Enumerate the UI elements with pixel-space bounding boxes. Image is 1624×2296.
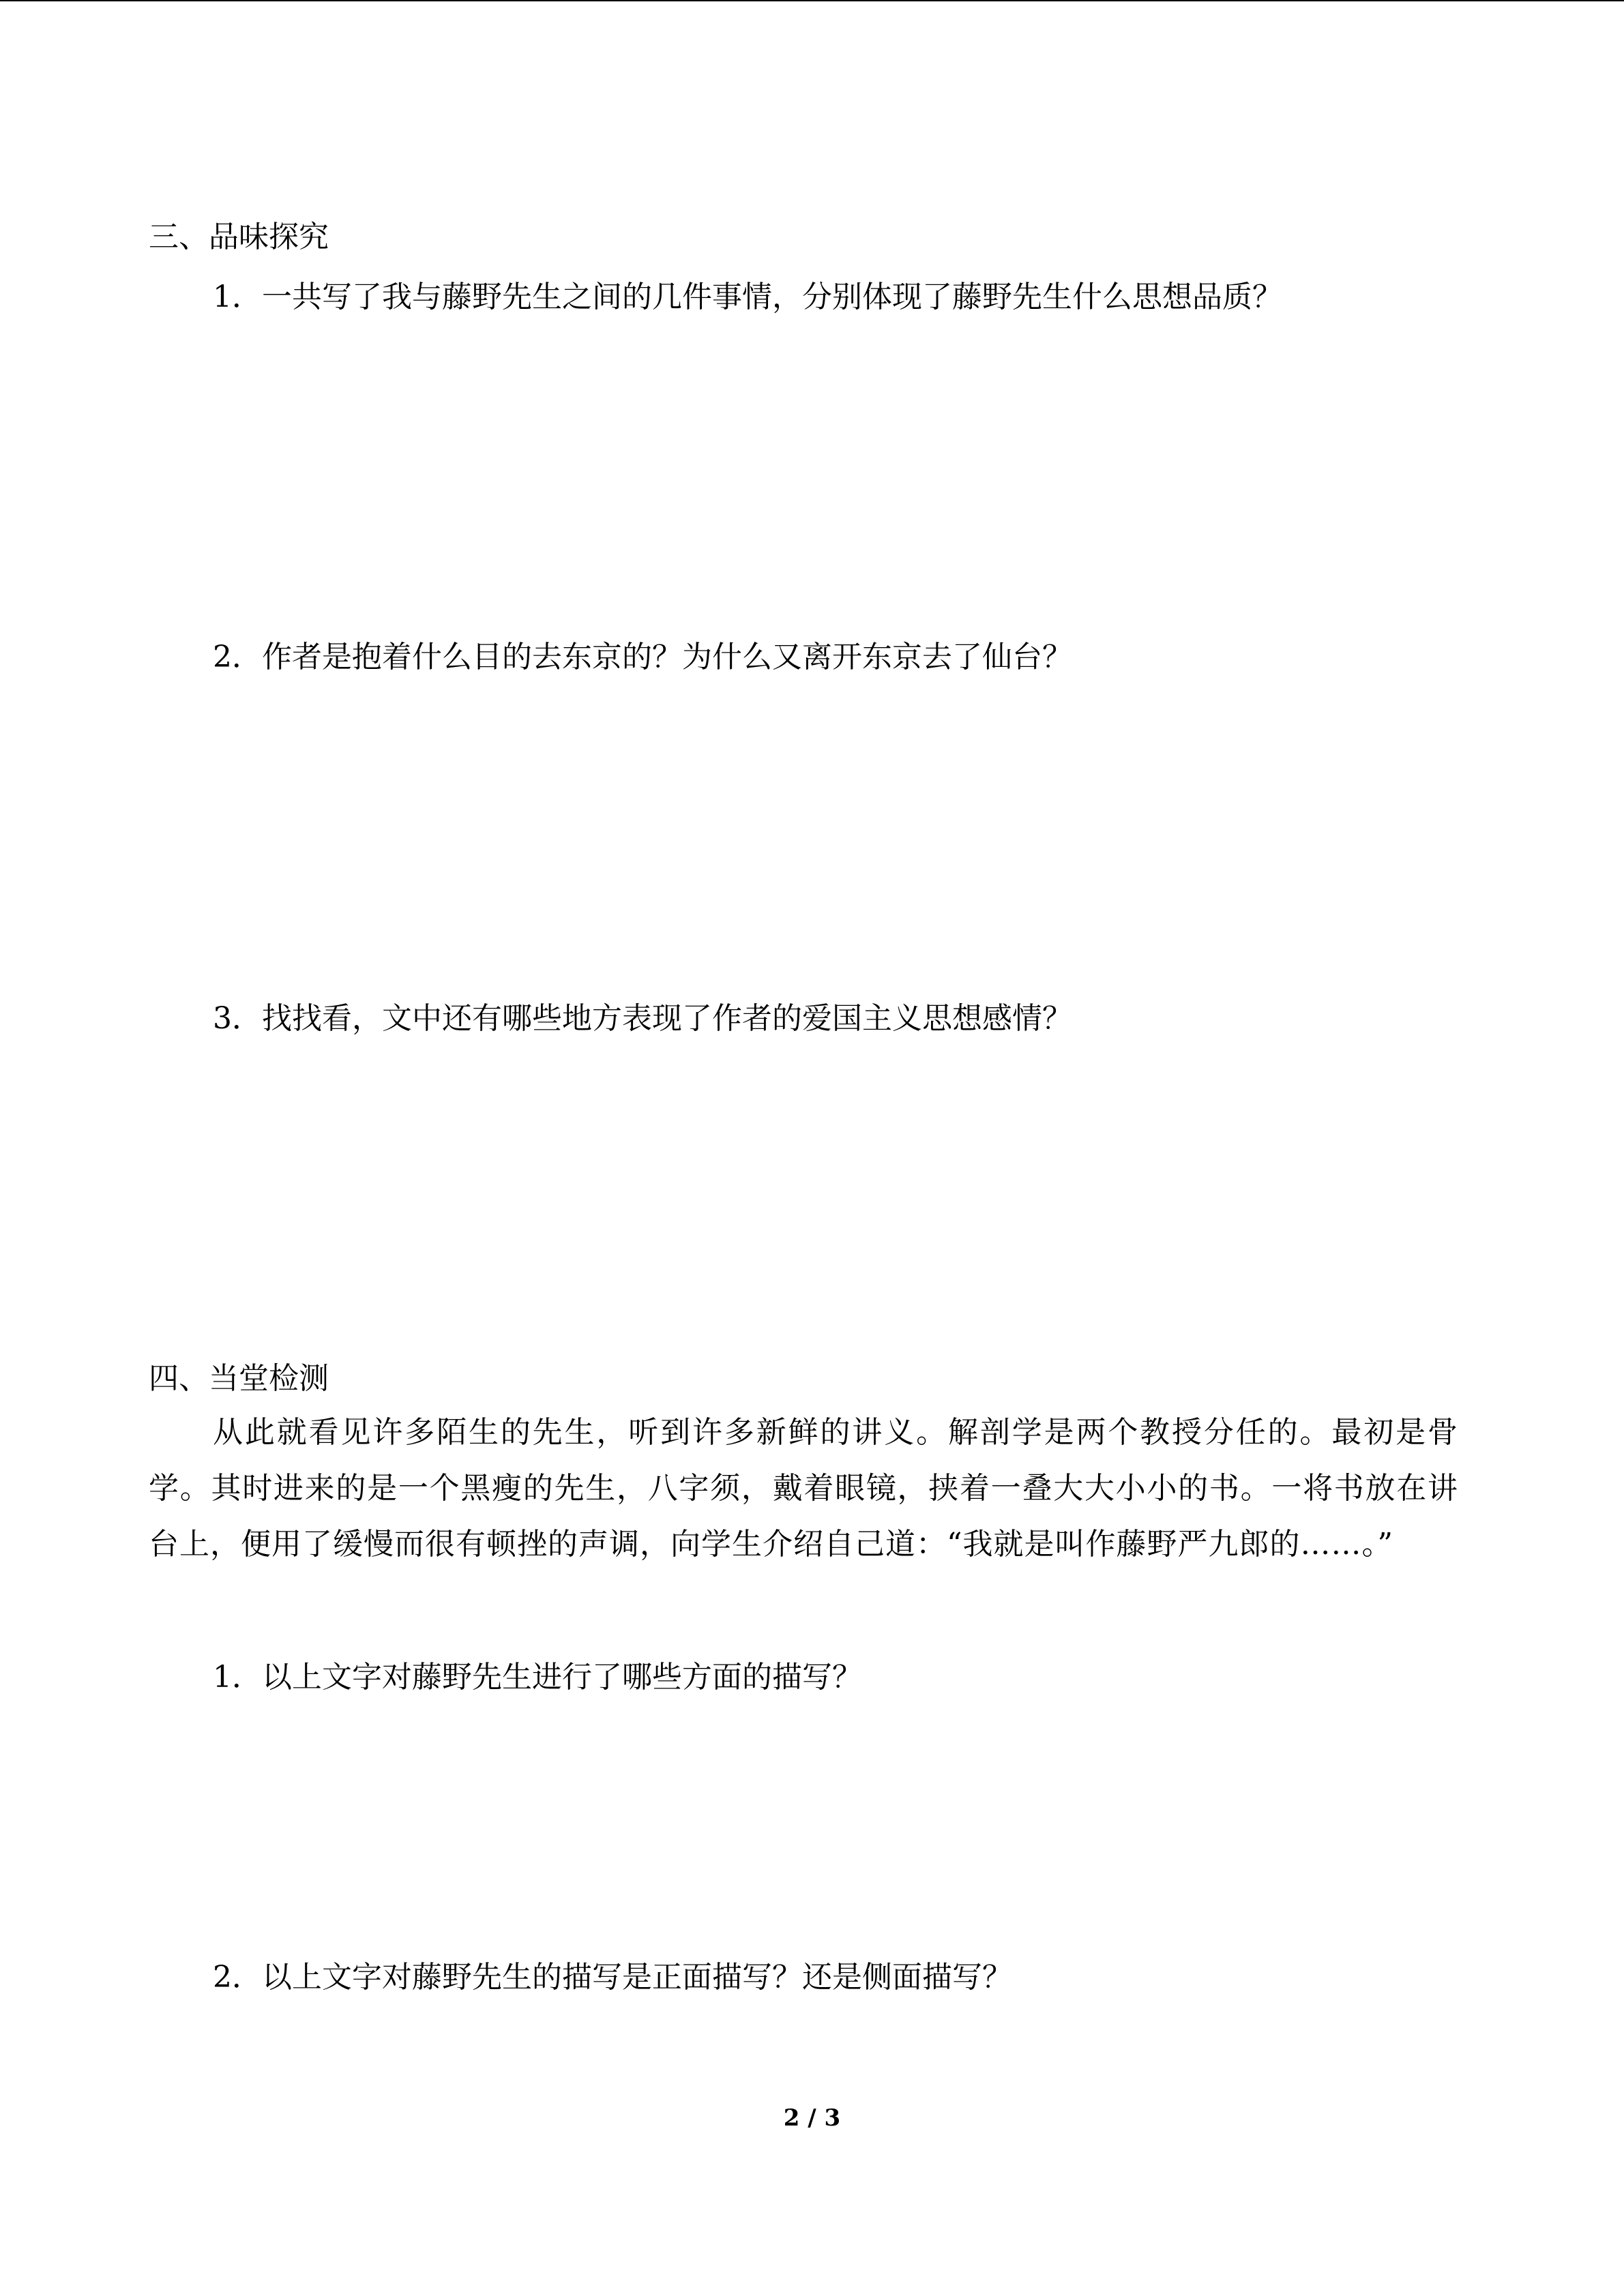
reading-passage: 从此就看见许多陌生的先生，听到许多新鲜的讲义。解剖学是两个教授分任的。最初是骨学。其时进来的是一个黑瘦的先生，八字须，戴着眼镜，挟着一叠大大小小的书。一将书放在讲台上，便用了缓慢而很有顿挫的声调，向学生介绍自己道：“我就是叫作藤野严九郎的……。” [149, 1415, 1458, 1562]
question-4-1: 1．以上文字对藤野先生进行了哪些方面的描写？ [213, 1660, 862, 1695]
question-3-1: 1．一共写了我与藤野先生之间的几件事情，分别体现了藤野先生什么思想品质？ [213, 280, 1282, 314]
question-3-3: 3．找找看，文中还有哪些地方表现了作者的爱国主义思想感情？ [213, 1001, 1072, 1036]
page-number: 2 / 3 [783, 2104, 841, 2132]
question-3-2: 2．作者是抱着什么目的去东京的？为什么又离开东京去了仙台？ [213, 640, 1072, 674]
section-heading-dangtang-jiance: 四、当堂检测 [149, 1361, 329, 1396]
question-4-2: 2．以上文字对藤野先生的描写是正面描写？还是侧面描写？ [213, 1960, 1012, 1995]
section-heading-pinwei-tanjiu: 三、品味探究 [149, 220, 329, 254]
